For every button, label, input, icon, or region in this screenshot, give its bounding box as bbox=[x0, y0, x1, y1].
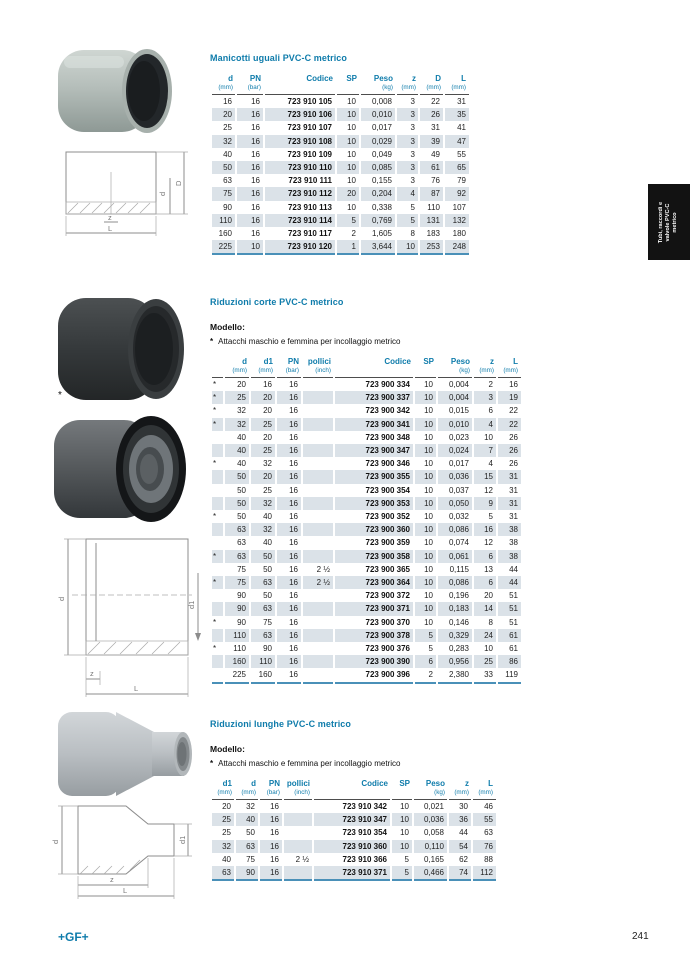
dim-label-z: z bbox=[108, 213, 112, 222]
gf-logo: +GF+ bbox=[58, 930, 89, 944]
modello-note-text: Attacchi maschio e femmina per incollaggio metrico bbox=[218, 337, 401, 346]
table-row: 110 16 723 910 114 5 0,769 5 131 132 bbox=[211, 214, 469, 227]
table-row: 75 16 723 910 112 20 0,204 4 87 92 bbox=[211, 187, 469, 200]
table-row: 20 32 16 723 910 342 10 0,021 30 46 bbox=[211, 800, 496, 814]
column-header: d bbox=[228, 74, 233, 83]
table-row: * 110 90 16 723 900 376 5 0,283 10 61 bbox=[211, 642, 521, 655]
column-unit: (mm) bbox=[448, 789, 472, 800]
column-header: d bbox=[251, 779, 256, 788]
riduzioni-corte-table bbox=[210, 357, 521, 684]
section-title: Riduzioni lunghe PVC-C metrico bbox=[210, 719, 352, 729]
table-row: 32 16 723 910 108 10 0,029 3 39 47 bbox=[211, 135, 469, 148]
table-row: 32 63 16 723 910 360 10 0,110 54 76 bbox=[211, 840, 496, 853]
column-unit: (mm) bbox=[497, 367, 521, 378]
column-header: d1 bbox=[263, 357, 273, 366]
column-unit: (mm) bbox=[211, 789, 235, 800]
long-reducer-technical-drawing bbox=[48, 798, 200, 900]
table-row: * 32 20 16 723 900 342 10 0,015 6 22 bbox=[211, 404, 521, 417]
column-unit: (mm) bbox=[473, 367, 497, 378]
column-header: Peso bbox=[373, 74, 393, 83]
asterisk-marker: * bbox=[210, 759, 214, 768]
table-row: 63 16 723 910 111 10 0,155 3 76 79 bbox=[211, 174, 469, 187]
table-row: 63 32 16 723 900 360 10 0,086 16 38 bbox=[211, 523, 521, 536]
modello-label: Modello: bbox=[210, 744, 245, 754]
column-header: pollici bbox=[286, 779, 310, 788]
table-row: 40 25 16 723 900 347 10 0,024 7 26 bbox=[211, 444, 521, 457]
modello-note bbox=[210, 759, 530, 768]
column-header: PN bbox=[268, 779, 280, 788]
column-unit bbox=[414, 367, 437, 378]
column-unit: (bar) bbox=[276, 367, 302, 378]
manicotti-table bbox=[210, 74, 469, 255]
section-riduzioni-lunghe bbox=[210, 719, 530, 881]
table-row: 50 20 16 723 900 355 10 0,036 15 31 bbox=[211, 470, 521, 483]
dim-label-D: D bbox=[174, 180, 183, 186]
table-row: * 50 40 16 723 900 352 10 0,032 5 31 bbox=[211, 510, 521, 523]
asterisk-marker: * bbox=[210, 337, 214, 346]
column-unit: (kg) bbox=[360, 84, 396, 95]
column-unit: (mm) bbox=[419, 84, 444, 95]
dim-label-z: z bbox=[110, 875, 114, 884]
column-header: z bbox=[412, 74, 416, 83]
column-header: L bbox=[488, 779, 493, 788]
column-header: Codice bbox=[384, 357, 411, 366]
table-row: 50 32 16 723 900 353 10 0,050 9 31 bbox=[211, 497, 521, 510]
dim-label-d1: d1 bbox=[187, 600, 196, 609]
column-unit: (kg) bbox=[413, 789, 448, 800]
dim-label-L: L bbox=[134, 684, 139, 693]
photo-footnote-asterisk: * bbox=[58, 390, 62, 401]
page-number: 241 bbox=[632, 931, 649, 942]
section-title: Riduzioni corte PVC-C metrico bbox=[210, 297, 344, 307]
dim-label-d: d bbox=[57, 596, 66, 601]
column-header: PN bbox=[249, 74, 261, 83]
table-row: 160 16 723 910 117 2 1,605 8 183 180 bbox=[211, 227, 469, 240]
table-row: 16 16 723 910 105 10 0,008 3 22 31 bbox=[211, 95, 469, 109]
table-row: 40 20 16 723 900 348 10 0,023 10 26 bbox=[211, 431, 521, 444]
column-header: pollici bbox=[307, 357, 331, 366]
column-header: L bbox=[461, 74, 466, 83]
column-header: SP bbox=[346, 74, 357, 83]
column-unit bbox=[313, 789, 391, 800]
table-row: 50 25 16 723 900 354 10 0,037 12 31 bbox=[211, 484, 521, 497]
table-row: 90 63 16 723 900 371 10 0,183 14 51 bbox=[211, 602, 521, 615]
table-row: 225 160 16 723 900 396 2 2,380 33 119 bbox=[211, 668, 521, 682]
chapter-edge-tab bbox=[648, 184, 690, 260]
column-header: Peso bbox=[450, 357, 470, 366]
column-unit: (bar) bbox=[236, 84, 264, 95]
column-header: Peso bbox=[425, 779, 445, 788]
table-row: 63 90 16 723 910 371 5 0,466 74 112 bbox=[211, 866, 496, 880]
short-reducer-technical-drawing bbox=[52, 533, 204, 701]
table-row: 25 40 16 723 910 347 10 0,036 36 55 bbox=[211, 813, 496, 826]
dim-label-d: d bbox=[158, 191, 167, 196]
column-unit: (mm) bbox=[250, 367, 276, 378]
dim-label-L: L bbox=[108, 224, 113, 233]
long-reducer-photo bbox=[54, 708, 194, 800]
riduzioni-lunghe-table bbox=[210, 779, 496, 881]
table-row: 25 16 723 910 107 10 0,017 3 31 41 bbox=[211, 121, 469, 134]
column-unit bbox=[211, 367, 224, 378]
dim-label-d: d bbox=[51, 839, 60, 844]
column-unit: (inch) bbox=[283, 789, 313, 800]
table-row: * 25 20 16 723 900 337 10 0,004 3 19 bbox=[211, 391, 521, 404]
table-row: * 63 50 16 723 900 358 10 0,061 6 38 bbox=[211, 550, 521, 563]
column-unit: (mm) bbox=[444, 84, 469, 95]
short-reducer-photo-bore bbox=[50, 408, 198, 528]
table-row: 225 10 723 910 120 1 3,644 10 253 248 bbox=[211, 240, 469, 254]
column-unit: (mm) bbox=[211, 84, 236, 95]
chapter-edge-tab-text: Tubi, raccordi e valvole PVC-C metrico bbox=[658, 201, 679, 243]
table-row: 63 40 16 723 900 359 10 0,074 12 38 bbox=[211, 536, 521, 549]
table-row: * 75 63 16 2 ½ 723 900 364 10 0,086 6 44 bbox=[211, 576, 521, 589]
column-header: PN bbox=[287, 357, 299, 366]
column-header: d1 bbox=[222, 779, 232, 788]
column-unit: (mm) bbox=[224, 367, 250, 378]
column-header bbox=[211, 357, 224, 367]
column-unit: (kg) bbox=[437, 367, 473, 378]
column-unit bbox=[334, 367, 414, 378]
table-row: 75 50 16 2 ½ 723 900 365 10 0,115 13 44 bbox=[211, 563, 521, 576]
section-title: Manicotti uguali PVC-C metrico bbox=[210, 53, 348, 63]
socket-photo bbox=[54, 42, 176, 138]
table-row: * 40 32 16 723 900 346 10 0,017 4 26 bbox=[211, 457, 521, 470]
table-row: 50 16 723 910 110 10 0,085 3 61 65 bbox=[211, 161, 469, 174]
short-reducer-photo-dark bbox=[54, 290, 194, 408]
modello-note-text: Attacchi maschio e femmina per incollaggio metrico bbox=[218, 759, 401, 768]
column-unit bbox=[264, 84, 336, 95]
column-unit: (mm) bbox=[235, 789, 259, 800]
column-header: d bbox=[242, 357, 247, 366]
column-header: z bbox=[465, 779, 469, 788]
column-header: L bbox=[513, 357, 518, 366]
column-unit bbox=[391, 789, 413, 800]
table-row: 40 16 723 910 109 10 0,049 3 49 55 bbox=[211, 148, 469, 161]
table-row: 20 16 723 910 106 10 0,010 3 26 35 bbox=[211, 108, 469, 121]
dim-label-z: z bbox=[90, 669, 94, 678]
column-unit: (mm) bbox=[396, 84, 419, 95]
column-header: z bbox=[490, 357, 494, 366]
column-unit: (inch) bbox=[302, 367, 334, 378]
column-header: D bbox=[435, 74, 441, 83]
section-riduzioni-corte bbox=[210, 297, 530, 684]
table-row: 90 50 16 723 900 372 10 0,196 20 51 bbox=[211, 589, 521, 602]
table-row: * 90 75 16 723 900 370 10 0,146 8 51 bbox=[211, 616, 521, 629]
table-row: 25 50 16 723 910 354 10 0,058 44 63 bbox=[211, 826, 496, 839]
modello-label: Modello: bbox=[210, 322, 245, 332]
dim-label-d1: d1 bbox=[178, 835, 187, 844]
column-unit: (bar) bbox=[259, 789, 283, 800]
column-header: SP bbox=[423, 357, 434, 366]
table-row: 90 16 723 910 113 10 0,338 5 110 107 bbox=[211, 201, 469, 214]
column-unit bbox=[336, 84, 360, 95]
table-row: 40 75 16 2 ½ 723 910 366 5 0,165 62 88 bbox=[211, 853, 496, 866]
column-header: SP bbox=[399, 779, 410, 788]
column-header: Codice bbox=[361, 779, 388, 788]
column-unit: (mm) bbox=[472, 789, 496, 800]
socket-technical-drawing bbox=[52, 142, 204, 238]
column-header: Codice bbox=[306, 74, 333, 83]
table-row: 110 63 16 723 900 378 5 0,329 24 61 bbox=[211, 629, 521, 642]
table-row: * 32 25 16 723 900 341 10 0,010 4 22 bbox=[211, 418, 521, 431]
section-manicotti bbox=[210, 53, 480, 255]
modello-note bbox=[210, 337, 530, 346]
dim-label-L: L bbox=[123, 886, 128, 895]
table-row: * 20 16 16 723 900 334 10 0,004 2 16 bbox=[211, 378, 521, 392]
table-row: 160 110 16 723 900 390 6 0,956 25 86 bbox=[211, 655, 521, 668]
